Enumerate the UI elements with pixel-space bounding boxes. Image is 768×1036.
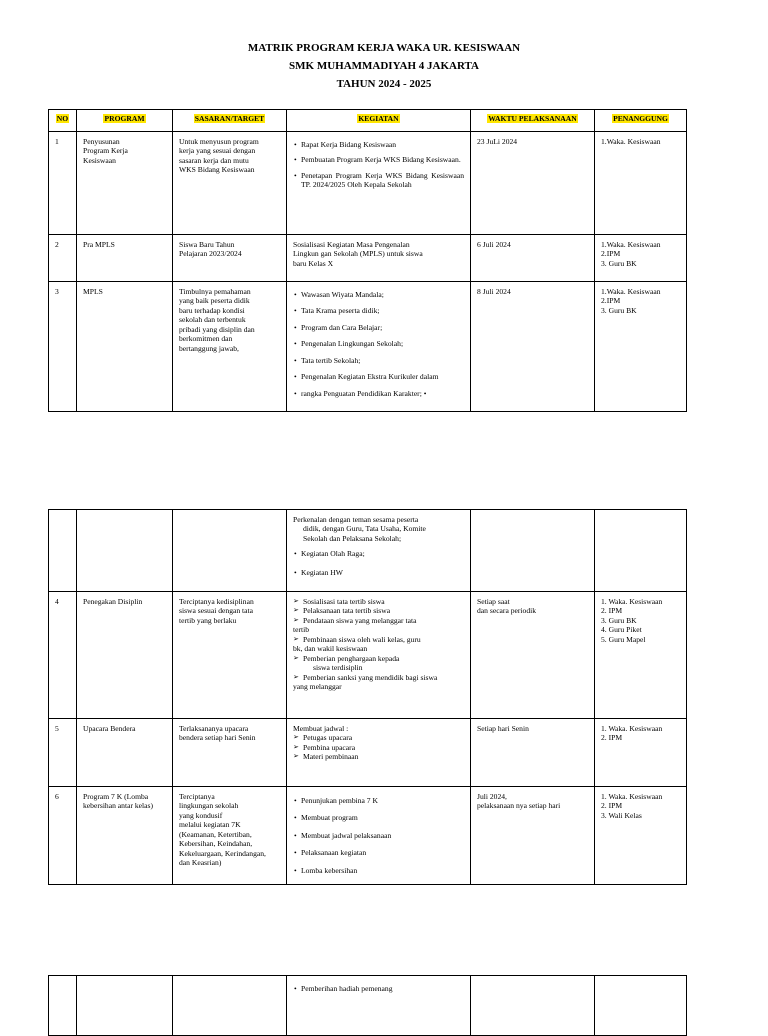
- cell-waktu: Juli 2024, pelaksanaan nya setiap hari: [471, 787, 595, 885]
- header-no: NO: [49, 110, 77, 132]
- cell-no: 1: [49, 132, 77, 235]
- doc-title-line1: MATRIK PROGRAM KERJA WAKA UR. KESISWAAN: [247, 42, 521, 54]
- cell-kegiatan: • Rapat Kerja Bidang Kesiswaan • Pembuatan Program Kerja WKS Bidang Kesiswaan. • Penetapan Program Kerja WKS Bidang Kesiswaan TP. 2024/2025 Oleh Kepala Sekolah: [287, 132, 471, 235]
- table-row: [49, 592, 687, 719]
- cell-kegiatan: ➢ Sosialisasi tata tertib siswa ➢ Pelaksanaan tata tertib siswa ➢ Pendataan siswa yang melanggar tata tertib ➢ Pembinaan siswa oleh wali kelas, guru bk, dan wakil kesiswaan ➢ Pemberian penghargaan kepada siswa terdisiplin ➢ Pemberian sanksi yang mendidik bagi siswa yang melanggar: [287, 592, 471, 719]
- table-row: [49, 282, 687, 412]
- cell-kegiatan: • Penunjukan pembina 7 K • Membuat program • Membuat jadwal pelaksanaan • Pelaksanaan kegiatan • Lomba kebersihan: [287, 787, 471, 885]
- cell-no: 5: [49, 719, 77, 787]
- table-row: [49, 787, 687, 885]
- cell-no: 3: [49, 282, 77, 412]
- cell-kegiatan: • Wawasan Wiyata Mandala; • Tata Krama peserta didik; • Program dan Cara Belajar; • Pengenalan Lingkungan Sekolah; • Tata tertib Sekolah; • Pengenalan Kegiatan Ekstra Kurikuler dalam • rangka Penguatan Pendidikan Karakter; •: [287, 282, 471, 412]
- program-table-page2: [48, 509, 687, 885]
- cell-program: MPLS: [77, 282, 173, 412]
- cell-kegiatan: Membuat jadwal : ➢ Petugas upacara ➢ Pembina upacara ➢ Materi pembinaan: [287, 719, 471, 787]
- cell-program: Program 7 K (Lomba kebersihan antar kelas): [77, 787, 173, 885]
- cell-kegiatan: Perkenalan dengan teman sesama peserta didik, dengan Guru, Tata Usaha, Komite Sekolah dan Pelaksana Sekolah; • Kegiatan Olah Raga; • Kegiatan HW: [287, 510, 471, 592]
- cell-penanggung: 1.Waka. Kesiswaan 2.IPM 3. Guru BK: [595, 282, 687, 412]
- header-penanggung: PENANGGUNG: [595, 110, 687, 132]
- cell-kegiatan: • Pemberihan hadiah pemenang: [287, 976, 471, 1036]
- cell-kegiatan: Sosialisasi Kegiatan Masa Pengenalan Lingkun gan Sekolah (MPLS) untuk siswa baru Kelas X: [287, 235, 471, 282]
- cell-no: 4: [49, 592, 77, 719]
- cell-sasaran: Siswa Baru Tahun Pelajaran 2023/2024: [173, 235, 287, 282]
- cell-sasaran: Terciptanya kedisiplinan siswa sesuai dengan tata tertib yang berlaku: [173, 592, 287, 719]
- program-table-page1: [48, 109, 687, 412]
- cell-waktu: 23 JuLi 2024: [471, 132, 595, 235]
- cell-no: 2: [49, 235, 77, 282]
- table-row: [49, 235, 687, 282]
- cell-sasaran: Timbulnya pemahaman yang baik peserta didik baru terhadap kondisi sekolah dan terbentuk pribadi yang disiplin dan berkomitmen dan bertanggung jawab,: [173, 282, 287, 412]
- table-row: [49, 132, 687, 235]
- program-table-page3: [48, 975, 687, 1036]
- header-sasaran: SASARAN/TARGET: [173, 110, 287, 132]
- table-header-row: [49, 110, 687, 132]
- cell-waktu: Setiap saat dan secara periodik: [471, 592, 595, 719]
- cell-program: Penyusunan Program Kerja Kesiswaan: [77, 132, 173, 235]
- header-waktu: WAKTU PELAKSANAAN: [471, 110, 595, 132]
- cell-waktu: 8 Juli 2024: [471, 282, 595, 412]
- doc-title-line3: TAHUN 2024 - 2025: [336, 78, 432, 90]
- cell-program: Penegakan Disiplin: [77, 592, 173, 719]
- cell-sasaran: Terciptanya lingkungan sekolah yang kondusif melalui kegiatan 7K (Keamanan, Ketertiban, Kebersihan, Keindahan, Kekeluargaan, Kerindangan, dan Keasrian): [173, 787, 287, 885]
- doc-title-line2: SMK MUHAMMADIYAH 4 JAKARTA: [289, 60, 479, 72]
- table-row: [49, 510, 687, 592]
- cell-waktu: Setiap hari Senin: [471, 719, 595, 787]
- table-row: [49, 976, 687, 1036]
- cell-program: Upacara Bendera: [77, 719, 173, 787]
- cell-penanggung: 1. Waka. Kesiswaan 2. IPM 3. Wali Kelas: [595, 787, 687, 885]
- cell-penanggung: 1.Waka. Kesiswaan 2.IPM 3. Guru BK: [595, 235, 687, 282]
- header-program: PROGRAM: [77, 110, 173, 132]
- header-kegiatan: KEGIATAN: [287, 110, 471, 132]
- cell-sasaran: Terlaksananya upacara bendera setiap hari Senin: [173, 719, 287, 787]
- cell-no: 6: [49, 787, 77, 885]
- cell-waktu: 6 Juli 2024: [471, 235, 595, 282]
- cell-penanggung: 1. Waka. Kesiswaan 2. IPM: [595, 719, 687, 787]
- cell-penanggung: 1. Waka. Kesiswaan 2. IPM 3. Guru BK 4. Guru Piket 5. Guru Mapel: [595, 592, 687, 719]
- table-row: [49, 719, 687, 787]
- cell-sasaran: Untuk menyusun program kerja yang sesuai dengan sasaran kerja dan mutu WKS Bidang Kesiswaan: [173, 132, 287, 235]
- cell-penanggung: 1.Waka. Kesiswaan: [595, 132, 687, 235]
- cell-program: Pra MPLS: [77, 235, 173, 282]
